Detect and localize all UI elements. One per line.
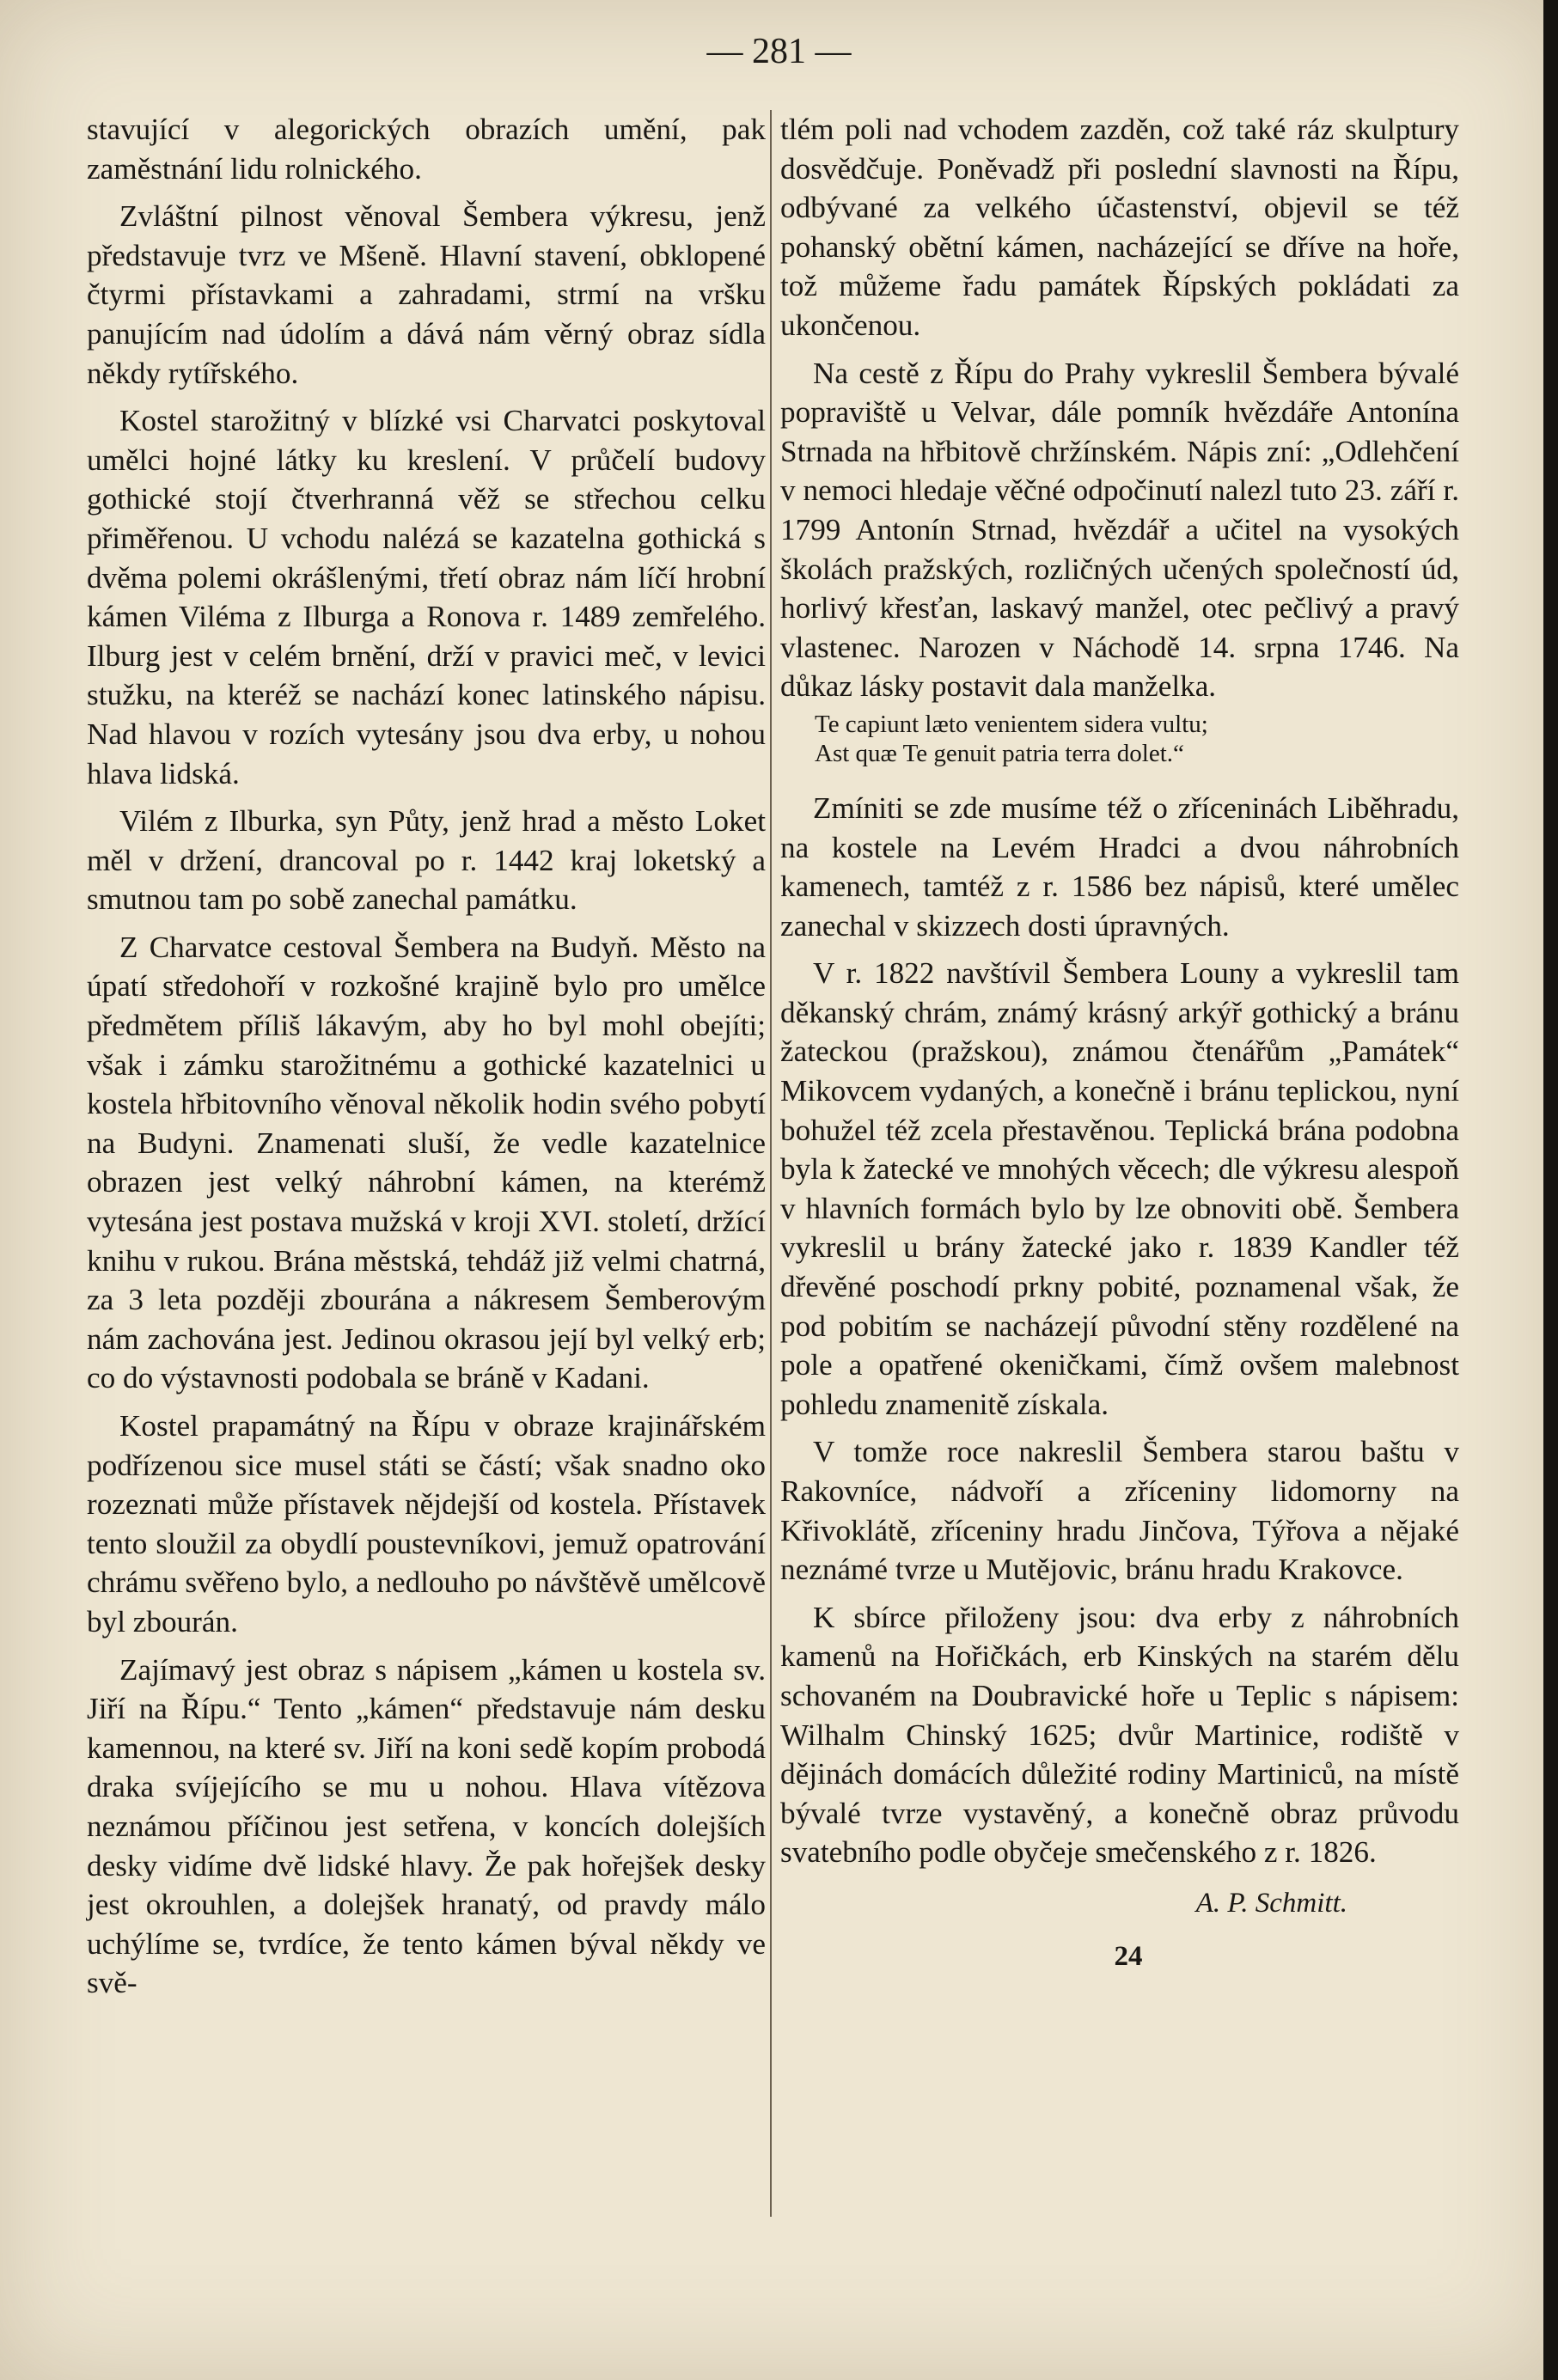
epitaph-line: Ast quæ Te genuit patria terra dolet.“: [815, 739, 1184, 767]
paragraph: K sbírce přiloženy jsou: dva erby z náhrobních kamenů na Hořičkách, erb Kinských na starém dělu schovaném na Doubravické hoře u Teplic s nápisem: Wilhalm Chinský 1625; dvůr Martinice, rodiště v dějinách domácích důležité rodiny Martiniců, na místě bývalé tvrze vystavěný, a konečně obraz průvodu svatebního podle obyčeje smečenského z r. 1826.: [780, 1600, 1459, 1870]
scan-edge: [1543, 0, 1558, 2380]
latin-epitaph: [815, 710, 1459, 768]
right-column: [780, 110, 1459, 1976]
signature-mark: 24: [1114, 1940, 1143, 1972]
paragraph: Zvláštní pilnost věnoval Šembera výkresu, jenž představuje tvrz ve Mšeně. Hlavní stavení, obklopené čtyrmi přístavkami a zahradami, strmí na vršku panujícím nad údolím a dává nám věrný obraz sídla někdy rytířského.: [87, 199, 766, 390]
left-column: [87, 110, 766, 2003]
paragraph: Vilém z Ilburka, syn Půty, jenž hrad a město Loket měl v držení, drancoval po r. 1442 kraj loketský a smutnou tam po sobě zanechal památku.: [87, 804, 766, 917]
paragraph: Kostel prapamátný na Řípu v obraze krajinářském podřízenou sice musel státi se částí; však snadno oko rozeznati může přístavek nějdejší od kostela. Přístavek tento sloužil za obydlí poustevníkovi, jemuž opatrování chrámu svěřeno bylo, a nedlouho po návštěvě umělcově byl zbourán.: [87, 1409, 766, 1639]
epitaph-line: Te capiunt læto venientem sidera vultu;: [815, 710, 1208, 738]
paragraph: stavující v alegorických obrazích umění, pak zaměstnání lidu rolnického.: [87, 113, 766, 186]
column-divider: [770, 110, 772, 2217]
paragraph: Z Charvatce cestoval Šembera na Budyň. Město na úpatí středohoří v rozkošné krajině bylo pro umělce předmětem příliš lákavým, aby ho byl mohl obejíti; však i zámku starožitnému a gothické kazatelnici u kostela hřbitovního věnoval několik hodin svého pobytí na Budyni. Znamenati sluší, že vedle kazatelnice obrazen jest velký náhrobní kámen, na kterémž vytesána jest postava mužská v kroji XVI. století, držící knihu v rukou. Brána městská, tehdáž již velmi chatrná, za 3 leta později zbourána a nákresem Šemberovým nám zachována jest. Jedinou okrasou její byl velký erb; co do výstavnosti podobala se bráně v Kadani.: [87, 930, 766, 1395]
paragraph: Zajímavý jest obraz s nápisem „kámen u kostela sv. Jiří na Řípu.“ Tento „kámen“ představuje nám desku kamennou, na které sv. Jiří na koni sedě kopím probodá draka svíjejícího se mu u nohou. Hlava vítězova neznámou příčinou jest setřena, v koncích dolejších desky vidíme dvě lidské hlavy. Že pak hořejšek desky jest okrouhlen, a dolejšek hranatý, od pravdy málo uchýlíme se, tvrdíce, že tento kámen býval někdy ve svě-: [87, 1652, 766, 2000]
paragraph: Na cestě z Řípu do Prahy vykreslil Šembera bývalé popraviště u Velvar, dále pomník hvězdáře Antonína Strnada na hřbitově chržínském. Nápis zní: „Odlehčení v nemoci hledaje věčné odpočinutí nalezl tuto 23. září r. 1799 Antonín Strnad, hvězdář a učitel na vysokých školách pražských, rozličných učených společností úd, horlivý křesťan, laskavý manžel, otec pečlivý a pravý vlastenec. Narozen v Náchodě 14. srpna 1746. Na důkaz lásky postavit dala manželka.: [780, 356, 1459, 704]
author-signature: A. P. Schmitt.: [1195, 1887, 1347, 1919]
page-number-header: — 281 —: [706, 32, 852, 71]
paragraph: Kostel starožitný v blízké vsi Charvatci poskytoval umělci hojné látky ku kreslení. V průčelí budovy gothické stojí čtverhranná věž se střechou celku přiměřenou. U vchodu nalézá se kazatelna gothická s dvěma polemi okrášlenými, třetí obraz nám líčí hrobní kámen Viléma z Ilburga a Ronova r. 1489 zemřelého. Ilburg jest v celém brnění, drží v pravici meč, v levici stužku, na kteréž se nachází konec latinského nápisu. Nad hlavou v rozích vytesány jsou dva erby, u nohou hlava lidská.: [87, 404, 766, 790]
paragraph: V tomže roce nakreslil Šembera starou baštu v Rakovníce, nádvoří a zříceniny lidomorny na Křivoklátě, zříceniny hradu Jinčova, Týřova a nějaké neznámé tvrze u Mutějovic, bránu hradu Krakovce.: [780, 1435, 1459, 1587]
paragraph: tlém poli nad vchodem zazděn, což také ráz skulptury dosvědčuje. Poněvadž při poslední slavnosti na Řípu, odbývané za velkého účastenství, objevil se též pohanský obětní kámen, nacházející se dříve na hoře, tož můžeme řadu památek Řípských pokládati za ukončenou.: [780, 113, 1459, 342]
paragraph: V r. 1822 navštívil Šembera Louny a vykreslil tam děkanský chrám, známý krásný arkýř gothický a bránu žateckou (pražskou), známou čtenářům „Památek“ Mikovcem vydaných, a konečně i bránu teplickou, nyní bohužel též zcela přestavěnou. Teplická brána podobna byla k žatecké ve mnohých věcech; dle výkresu alespoň v hlavních formách bylo by lze obnoviti obě. Šembera vykreslil u brány žatecké jako r. 1839 Kandler též dřevěné poschodí prkny pobité, poznamenal však, že pod pobitím se nacházejí původní stěny rozdělené na pole a opatřené okeničkami, čímž ovšem malebnost pohledu znamenitě získala.: [780, 956, 1459, 1421]
paragraph: Zmíniti se zde musíme též o zříceninách Liběhradu, na kostele na Levém Hradci a dvou náhrobních kamenech, tamtéž z r. 1586 bez nápisů, které umělec zanechal v skizzech dosti úpravných.: [780, 790, 1459, 943]
